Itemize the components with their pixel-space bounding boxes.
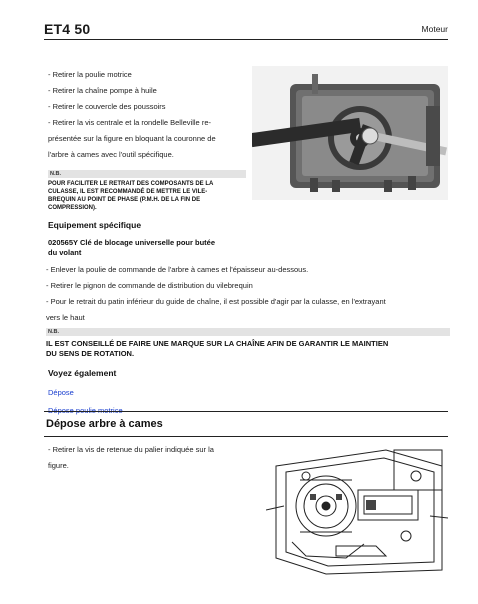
special-tool-text: [48, 238, 258, 258]
note-text: BREQUIN AU POINT DE PHASE (P.M.H. DE LA FIN DE: [48, 197, 201, 203]
step-item: figure.: [48, 461, 69, 470]
special-tool-heading: Equipement spécifique: [48, 220, 142, 230]
step-item: - Retirer la vis centrale et la rondelle Belleville re-: [48, 118, 211, 127]
note-text: IL EST CONSEILLÉ DE FAIRE UNE MARQUE SUR LA CHAÎNE AFIN DE GARANTIR LE MAINTIEN: [46, 339, 389, 348]
step-item: - Pour le retrait du patin inférieur du guide de chaîne, il est possible d'agir par la culasse, en l'extrayant: [46, 297, 386, 306]
step-item: - Retirer le couvercle des poussoirs: [48, 102, 166, 111]
step-item: - Retirer la poulie motrice: [48, 70, 132, 79]
tool-line: 020565Y Clé de blocage universelle pour butée: [48, 238, 216, 247]
step-item: vers le haut: [46, 313, 85, 322]
section-divider: [44, 411, 448, 412]
step-item: - Retirer la chaîne pompe à huile: [48, 86, 157, 95]
camshaft-bearing-figure: [266, 446, 448, 576]
header-divider: [44, 39, 448, 40]
note-text: COMPRESSION).: [48, 205, 97, 211]
step-item: - Retirer le pignon de commande de distribution du vilebrequin: [46, 281, 253, 290]
step-item: - Retirer la vis de retenue du palier indiquée sur la: [48, 445, 214, 454]
see-also-link-depose[interactable]: Dépose: [48, 388, 74, 397]
note-text: DU SENS DE ROTATION.: [46, 349, 135, 358]
manual-section-label: Moteur: [421, 24, 448, 34]
note-label: N.B.: [46, 328, 450, 336]
see-also-heading: Voyez également: [48, 368, 117, 378]
mid-steps-list: [46, 265, 450, 329]
section2-steps: [48, 445, 258, 477]
note-block: [46, 339, 456, 359]
note-label: N.B.: [48, 170, 246, 178]
section-divider: [44, 436, 448, 437]
top-steps-list: [48, 70, 248, 166]
note-text: CULASSE, IL EST RECOMMANDÉ DE METTRE LE VILE-: [48, 189, 208, 195]
see-also-link-depose-poulie[interactable]: Dépose poulie motrice: [48, 406, 123, 415]
section-title: Dépose arbre à cames: [46, 418, 163, 430]
step-item: l'arbre à cames avec l'outil spécifique.: [48, 150, 174, 159]
see-also-links: [48, 382, 123, 418]
note-block: [48, 180, 258, 212]
note-text: POUR FACILITER LE RETRAIT DES COMPOSANTS DE LA: [48, 181, 214, 187]
camshaft-locking-tool-photo: [252, 66, 448, 200]
tool-line: du volant: [48, 248, 82, 257]
manual-model-title: ET4 50: [44, 21, 91, 37]
step-item: - Enlever la poulie de commande de l'arbre à cames et l'épaisseur au-dessous.: [46, 265, 309, 274]
step-item: présentée sur la figure en bloquant la couronne de: [48, 134, 216, 143]
